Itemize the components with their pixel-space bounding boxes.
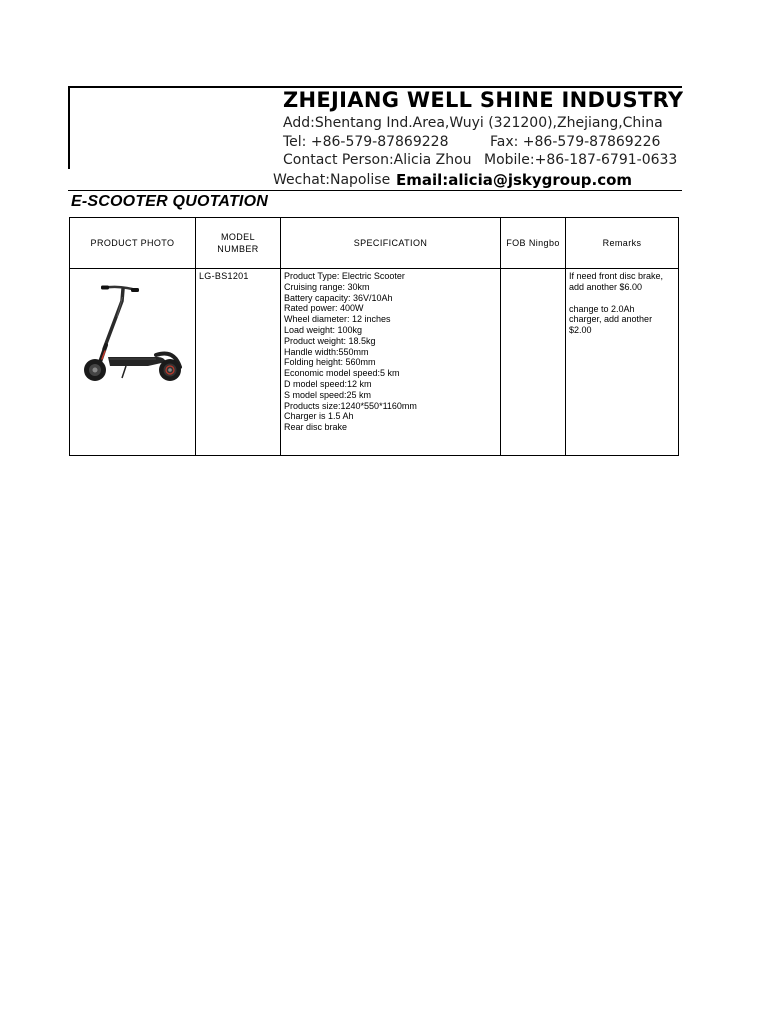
table-header-row	[70, 218, 679, 269]
model-number: LG-BS1201	[199, 271, 249, 281]
remark-line: change to 2.0Ah	[569, 303, 635, 314]
spec-line: Product Type: Electric Scooter	[284, 271, 405, 281]
remark-line: add another $6.00	[569, 281, 643, 292]
company-tel: Tel: +86-579-87869228	[283, 134, 449, 150]
remarks-cell	[566, 269, 679, 456]
spec-line: Charger is 1.5 Ah	[284, 411, 354, 422]
spec-line: D model speed:12 km	[284, 378, 372, 389]
contact-mobile: Mobile:+86-187-6791-0633	[484, 152, 678, 168]
product-photo-cell	[70, 269, 196, 456]
company-name: ZHEJIANG WELL SHINE INDUSTRY	[283, 88, 683, 112]
spec-line: Wheel diameter: 12 inches	[284, 314, 391, 325]
electric-scooter-image	[78, 277, 188, 387]
remark-line: If need front disc brake,	[569, 271, 664, 281]
spec-line: Economic model speed:5 km	[284, 368, 400, 379]
spec-line: Load weight: 100kg	[284, 324, 363, 335]
company-fax: Fax: +86-579-87869226	[490, 134, 661, 150]
header-left-rule	[68, 87, 70, 169]
spec-line: Handle width:550mm	[284, 346, 369, 357]
spec-line: Cruising range: 30km	[284, 281, 370, 292]
specification-cell	[281, 269, 501, 456]
header-fob-ningbo: FOB Ningbo	[501, 218, 566, 269]
header-bottom-rule	[68, 190, 682, 191]
spec-line: Rear disc brake	[284, 422, 348, 433]
company-address: Add:Shentang Ind.Area,Wuyi (321200),Zhejiang,China	[283, 115, 663, 131]
table-row	[70, 269, 679, 456]
header-product-photo: PRODUCT PHOTO	[70, 218, 196, 269]
model-number-cell	[196, 269, 281, 456]
spec-line: Product weight: 18.5kg	[284, 335, 376, 346]
contact-person: Contact Person:Alicia Zhou	[283, 152, 472, 168]
remark-line: $2.00	[569, 325, 592, 336]
spec-line: Battery capacity: 36V/10Ah	[284, 292, 393, 303]
header-model-number	[196, 218, 281, 269]
contact-email[interactable]: Email:alicia@jskygroup.com	[396, 171, 633, 189]
quotation-table	[69, 217, 679, 456]
remark-spacer	[569, 293, 676, 304]
header-model-line2: NUMBER	[217, 244, 259, 254]
header-specification: SPECIFICATION	[281, 218, 501, 269]
spec-line: Folding height: 560mm	[284, 357, 376, 368]
contact-wechat: Wechat:Napolise	[273, 172, 391, 188]
quotation-title: E-SCOOTER QUOTATION	[71, 193, 268, 210]
remark-line: charger, add another	[569, 314, 653, 325]
spec-line: Rated power: 400W	[284, 303, 364, 314]
spec-line: S model speed:25 km	[284, 389, 372, 400]
header-model-line1: MODEL	[220, 232, 255, 242]
spec-line: Products size:1240*550*1160mm	[284, 400, 417, 411]
header-remarks: Remarks	[566, 218, 679, 269]
fob-price-cell	[501, 269, 566, 456]
